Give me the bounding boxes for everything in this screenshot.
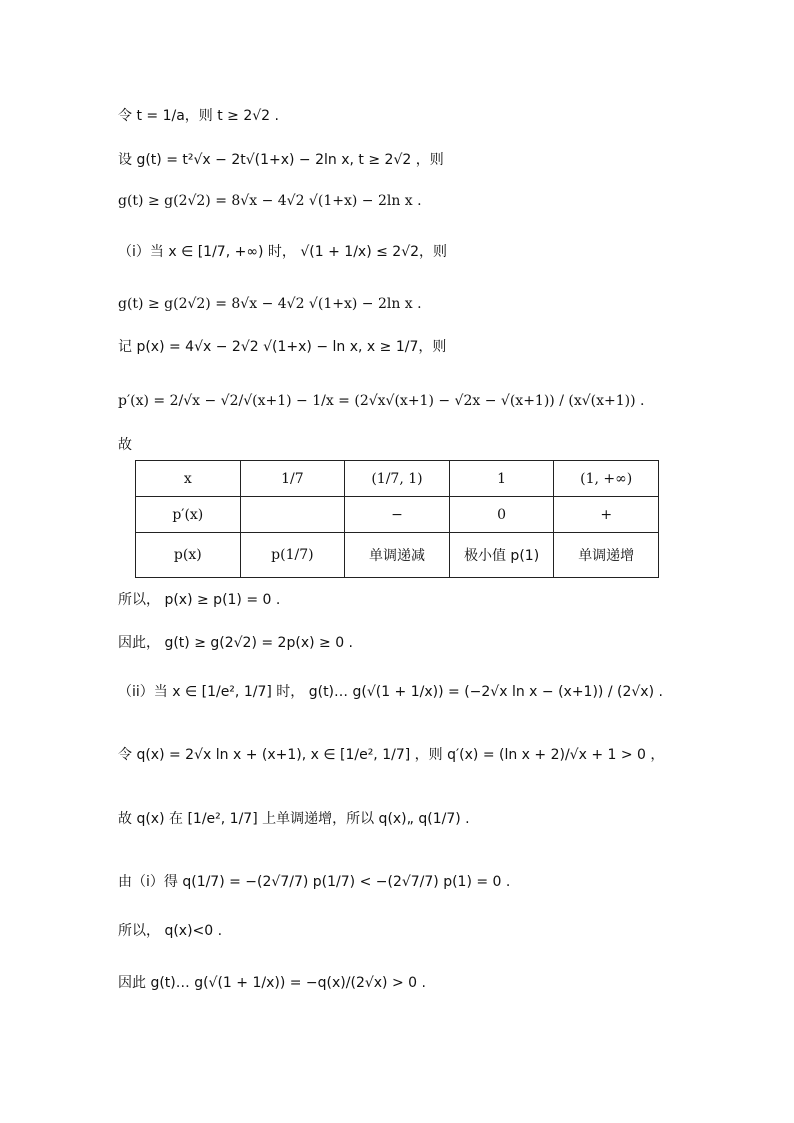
table-cell [240, 497, 345, 533]
table-cell: x [136, 461, 241, 497]
variation-table [135, 460, 659, 578]
line-8: 故 [118, 437, 132, 453]
table-cell: + [554, 497, 659, 533]
table-cell: p(1/7) [240, 533, 345, 578]
line-16: 因此 g(t)… g(√(1 + 1/x)) = −q(x)/(2√x) > 0 . [118, 975, 426, 991]
table-cell: − [345, 497, 450, 533]
line-13: 故 q(x) 在 [1/e², 1/7] 上单调递增，所以 q(x)„ q(1/7) . [118, 811, 470, 827]
line-10: 因此， g(t) ≥ g(2√2) = 2p(x) ≥ 0 . [118, 635, 353, 651]
table-cell: 极小值 p(1) [449, 533, 554, 578]
line-12: 令 q(x) = 2√x ln x + (x+1), x ∈ [1/e², 1/7] ，则 q′(x) = (ln x + 2)/√x + 1 > 0 ， [118, 747, 665, 763]
line-15: 所以， q(x)<0 . [118, 923, 223, 939]
table-row [136, 461, 659, 497]
table-cell: 单调递增 [554, 533, 659, 578]
line-11: （ii）当 x ∈ [1/e², 1/7] 时， g(t)… g(√(1 + 1/x)) = (−2√x ln x − (x+1)) / (2√x) . [118, 684, 663, 700]
table-cell: p′(x) [136, 497, 241, 533]
table-cell: (1, +∞) [554, 461, 659, 497]
line-4: （i）当 x ∈ [1/7, +∞) 时， √(1 + 1/x) ≤ 2√2，则 [118, 244, 448, 260]
table-cell: 1/7 [240, 461, 345, 497]
table-row [136, 533, 659, 578]
table-cell: 单调递减 [345, 533, 450, 578]
line-2: 设 g(t) = t²√x − 2t√(1+x) − 2ln x, t ≥ 2√2 ，则 [118, 152, 444, 168]
line-9: 所以， p(x) ≥ p(1) = 0 . [118, 592, 281, 608]
line-14: 由（i）得 q(1/7) = −(2√7/7) p(1/7) < −(2√7/7) p(1) = 0 . [118, 874, 511, 890]
table-cell: p(x) [136, 533, 241, 578]
line-7: p′(x) = 2/√x − √2/√(x+1) − 1/x = (2√x√(x+1) − √2x − √(x+1)) / (x√(x+1)) . [118, 393, 645, 409]
line-1: 令 t = 1/a，则 t ≥ 2√2 . [118, 108, 279, 124]
table-cell: 1 [449, 461, 554, 497]
line-6: 记 p(x) = 4√x − 2√2 √(1+x) − ln x, x ≥ 1/7，则 [118, 339, 447, 355]
line-3: g(t) ≥ g(2√2) = 8√x − 4√2 √(1+x) − 2ln x . [118, 193, 422, 209]
table-cell: 0 [449, 497, 554, 533]
table-row [136, 497, 659, 533]
table-cell: (1/7, 1) [345, 461, 450, 497]
line-5: g(t) ≥ g(2√2) = 8√x − 4√2 √(1+x) − 2ln x . [118, 296, 422, 312]
